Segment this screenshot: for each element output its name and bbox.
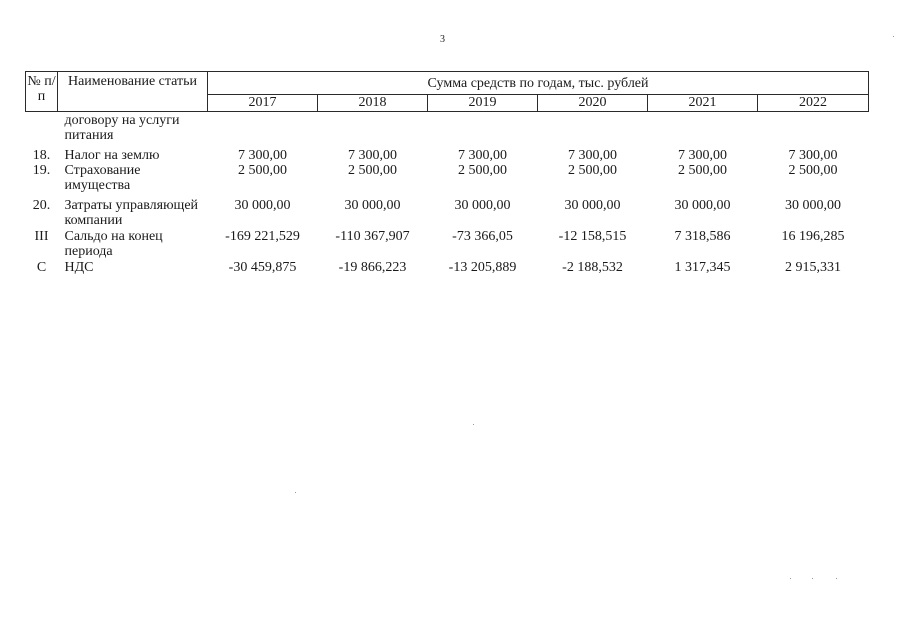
row-value: -2 188,532: [562, 260, 623, 275]
row-value: 30 000,00: [785, 198, 842, 213]
budget-table: [25, 71, 869, 275]
row-value: [648, 112, 758, 144]
row-value: 30 000,00: [674, 198, 731, 213]
row-number: 20.: [32, 198, 51, 213]
table-row: [26, 112, 869, 144]
row-value: 7 300,00: [678, 148, 727, 163]
table-row: [26, 143, 869, 163]
row-value: -110 367,907: [335, 229, 410, 244]
header-year: 2022: [758, 95, 869, 112]
row-value: [538, 112, 648, 144]
row-item-name: Затраты управляющей компании: [64, 198, 199, 228]
row-value: -73 366,05: [452, 229, 513, 244]
row-value: 16 196,285: [781, 229, 845, 244]
row-item-name: Налог на землю: [64, 148, 160, 163]
row-value: 7 300,00: [788, 148, 838, 163]
scan-speck: [812, 578, 813, 579]
scan-speck: [893, 36, 894, 37]
row-value: 7 300,00: [348, 148, 397, 163]
row-value: 2 500,00: [568, 163, 617, 178]
page-number: 3: [440, 34, 445, 45]
header-year: 2021: [648, 95, 758, 112]
row-number: III: [34, 229, 49, 244]
scan-speck: [790, 578, 791, 579]
row-value: 30 000,00: [234, 198, 291, 213]
row-number: 19.: [32, 163, 51, 178]
row-value: [318, 112, 428, 144]
row-value: -169 221,529: [225, 229, 300, 244]
row-value: 2 500,00: [458, 163, 507, 178]
row-item-name: НДС: [64, 260, 94, 275]
row-value: [428, 112, 538, 144]
row-value: -12 158,515: [558, 229, 627, 244]
header-year: 2018: [318, 95, 428, 112]
row-value: 2 500,00: [348, 163, 397, 178]
table-row: [26, 193, 869, 228]
row-item-name: Страхование имущества: [64, 163, 141, 193]
header-year: 2017: [208, 95, 318, 112]
row-value: 2 500,00: [788, 163, 838, 178]
row-value: -30 459,875: [228, 260, 297, 275]
scan-speck: [836, 578, 837, 579]
row-value: [758, 112, 869, 144]
row-value: 7 300,00: [458, 148, 507, 163]
row-value: -19 866,223: [338, 260, 407, 275]
scan-speck: [295, 492, 296, 493]
header-year: 2020: [538, 95, 648, 112]
header-amount-by-years: Сумма средств по годам, тыс. рублей: [208, 72, 869, 95]
row-value: 1 317,345: [674, 260, 731, 275]
row-item-name: Сальдо на конец периода: [64, 229, 163, 259]
header-item-name: Наименование статьи: [58, 72, 208, 112]
table-row: [26, 228, 869, 259]
row-value: [208, 112, 318, 144]
table-row: [26, 163, 869, 193]
row-value: 2 500,00: [238, 163, 287, 178]
row-value: -13 205,889: [448, 260, 517, 275]
header-row-number: № п/п: [26, 72, 58, 112]
table-row: [26, 259, 869, 275]
row-number: 18.: [32, 148, 51, 163]
scan-speck: [473, 424, 474, 425]
row-value: 2 500,00: [678, 163, 727, 178]
row-number: [26, 112, 58, 144]
header-year: 2019: [428, 95, 538, 112]
row-value: 7 318,586: [674, 229, 731, 244]
row-item-name: договору на услуги питания: [64, 113, 180, 143]
row-value: 30 000,00: [344, 198, 401, 213]
row-number: С: [36, 260, 47, 275]
row-value: 30 000,00: [564, 198, 621, 213]
row-value: 30 000,00: [454, 198, 511, 213]
row-value: 7 300,00: [238, 148, 287, 163]
row-value: 7 300,00: [568, 148, 617, 163]
row-value: 2 915,331: [785, 260, 842, 275]
